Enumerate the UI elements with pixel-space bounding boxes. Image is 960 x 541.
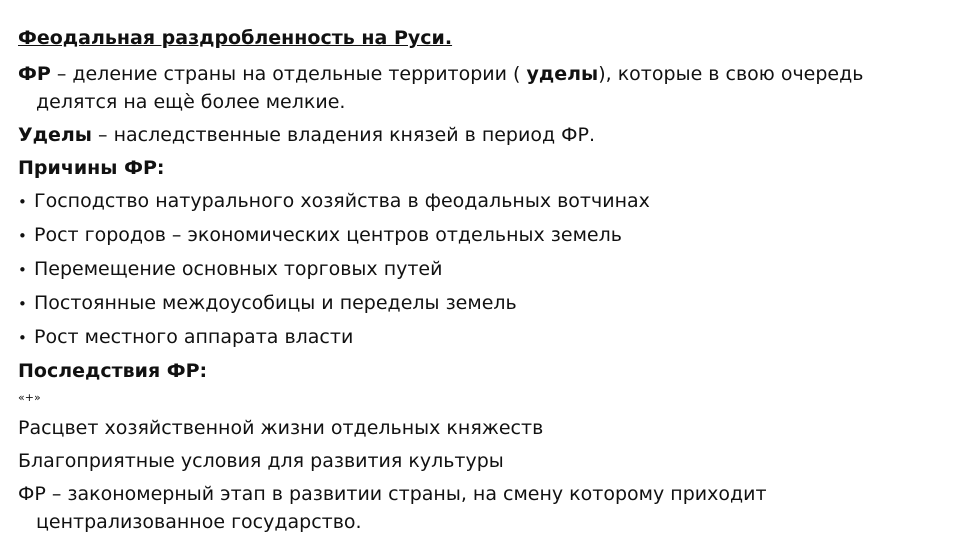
definition-fr xyxy=(18,60,938,116)
definition-udely-text: – наследственные владения князей в период ФР. xyxy=(91,124,595,146)
cause-item-text: Постоянные междоусобицы и переделы земель xyxy=(34,292,517,314)
slide-title: Феодальная раздробленность на Руси. xyxy=(18,27,453,49)
cause-item-text: Господство натурального хозяйства в феодальных вотчинах xyxy=(34,190,650,212)
consequence-item: Благоприятные условия для развития культуры xyxy=(18,450,504,472)
bullet-icon: • xyxy=(18,329,27,347)
definition-fr-text-before: – деление страны на отдельные территории ( xyxy=(50,63,527,85)
cause-item-text: Рост городов – экономических центров отдельных земель xyxy=(34,224,622,246)
consequences-heading: Последствия ФР: xyxy=(18,360,208,382)
cause-item xyxy=(18,289,938,318)
cause-item xyxy=(18,323,938,352)
definition-udely xyxy=(18,121,938,149)
cause-item xyxy=(18,255,938,284)
plus-label: «+» xyxy=(18,391,41,404)
cause-item-text: Рост местного аппарата власти xyxy=(34,326,354,348)
consequence-item: ФР – закономерный этап в развитии страны, на смену которому приходит централизованное государство. xyxy=(18,483,767,533)
bullet-icon: • xyxy=(18,261,27,279)
causes-heading: Причины ФР: xyxy=(18,157,165,179)
bullet-icon: • xyxy=(18,227,27,245)
cause-item-text: Перемещение основных торговых путей xyxy=(34,258,443,280)
consequence-item: Расцвет хозяйственной жизни отдельных княжеств xyxy=(18,417,544,439)
term-udely: Уделы xyxy=(18,124,92,146)
bullet-icon: • xyxy=(18,295,27,313)
cause-item xyxy=(18,187,938,216)
cause-item xyxy=(18,221,938,250)
term-fr: ФР xyxy=(18,63,51,85)
definition-fr-text-after: ), которые в свою очередь делятся на ещѐ более мелкие. xyxy=(36,63,864,113)
bullet-icon: • xyxy=(18,193,27,211)
term-udely-inline: уделы xyxy=(526,63,599,85)
slide-content xyxy=(18,24,938,541)
